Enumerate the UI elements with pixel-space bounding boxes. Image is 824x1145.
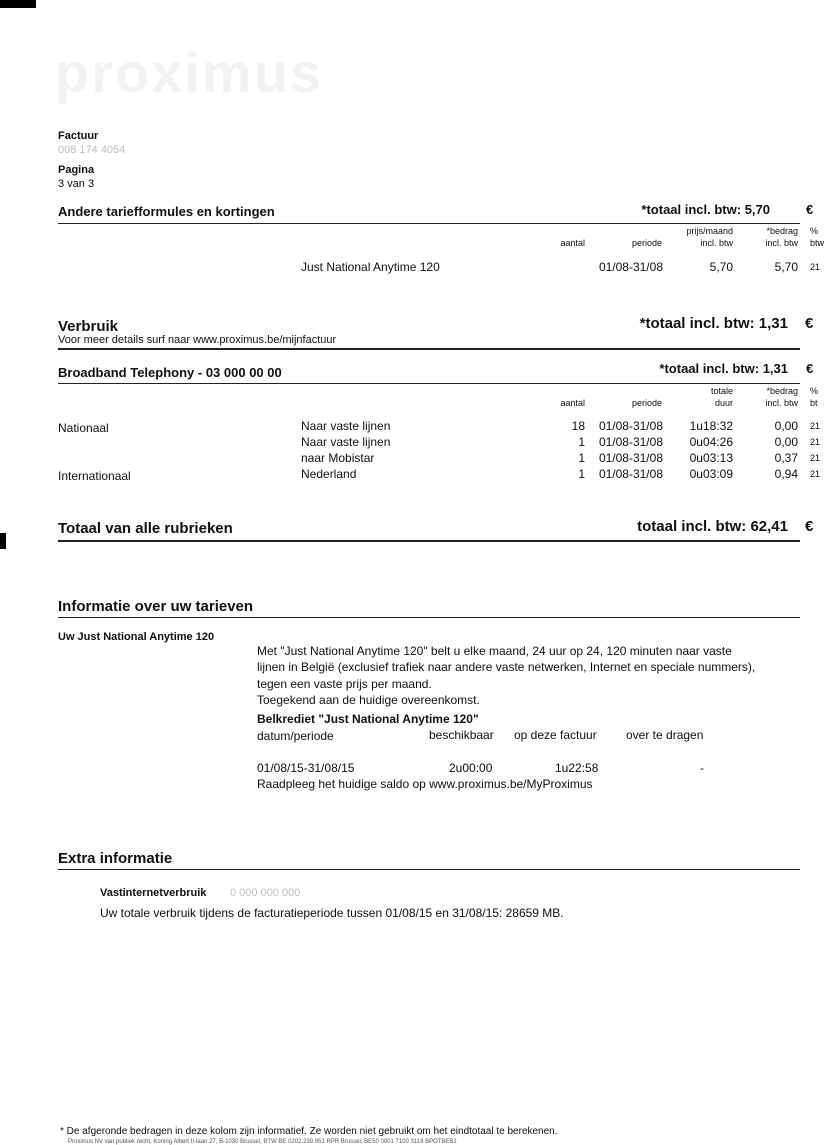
- row-btw: 21: [810, 421, 821, 431]
- belkrediet-over: -: [700, 761, 704, 775]
- section-tariefformules-rule: [58, 223, 800, 224]
- footer-note: * De afgeronde bedragen in deze kolom zijn informatief. Ze worden niet gebruikt om het eindtotaal te berekenen.: [60, 1126, 558, 1137]
- col-header-duur-2: duur: [714, 398, 733, 408]
- col-header-pct-2: bt: [810, 398, 818, 408]
- info-rule: [58, 617, 800, 618]
- scan-mark-top: [0, 0, 36, 8]
- col-header-periode: periode: [631, 398, 662, 408]
- extra-subtitle-number: 0 000 000 000: [230, 887, 301, 899]
- euro-symbol: €: [805, 315, 814, 332]
- brand-watermark: proximus: [55, 41, 324, 104]
- row-prijs: 5,70: [709, 260, 733, 274]
- col-header-prijs-1: prijs/maand: [686, 226, 733, 236]
- info-paragraph-line: Toegekend aan de huidige overeenkomst.: [257, 693, 480, 707]
- belkrediet-header-beschikbaar: beschikbaar: [429, 728, 494, 742]
- belkrediet-header-factuur: op deze factuur: [514, 728, 597, 742]
- row-aantal: 1: [578, 467, 585, 481]
- euro-symbol: €: [806, 361, 814, 376]
- row-periode: 01/08-31/08: [598, 467, 663, 481]
- belkrediet-title: Belkrediet "Just National Anytime 120": [257, 712, 479, 726]
- verbruik-rule: [58, 348, 800, 350]
- page-value: 3 van 3: [58, 178, 95, 190]
- footer-legal: Proximus NV van publiek recht, Koning Albert II-laan 27, B-1030 Brussel, BTW BE 0202.239.951 RPR Brussel, BE50 0001 7100 3118 BPOTBEB1: [68, 1139, 457, 1145]
- grand-total-rule: [58, 540, 800, 542]
- section-tariefformules-total: *totaal incl. btw: 5,70: [641, 202, 770, 217]
- row-duur: 0u03:13: [689, 451, 733, 465]
- row-btw: 21: [810, 437, 821, 447]
- row-bedrag: 0,94: [774, 467, 798, 481]
- row-duur: 1u18:32: [689, 419, 733, 433]
- page-label: Pagina: [58, 164, 95, 176]
- col-header-aantal: aantal: [560, 238, 585, 248]
- col-header-bedrag-2: incl. btw: [765, 238, 798, 248]
- extra-title: Extra informatie: [58, 850, 173, 867]
- extra-rule: [58, 869, 800, 870]
- grand-total-value: totaal incl. btw: 62,41: [637, 518, 788, 535]
- verbruik-total: *totaal incl. btw: 1,31: [639, 315, 788, 332]
- row-bedrag: 0,37: [774, 451, 798, 465]
- euro-symbol: €: [805, 518, 814, 535]
- belkrediet-periode: 01/08/15-31/08/15: [257, 761, 355, 775]
- info-paragraph-line: lijnen in België (exclusief trafiek naar andere vaste netwerken, Internet en speciale nummers),: [257, 660, 756, 674]
- invoice-label: Factuur: [58, 130, 99, 142]
- col-header-bedrag-1: *bedrag: [766, 386, 798, 396]
- row-periode: 01/08-31/08: [598, 260, 663, 274]
- col-header-bedrag-2: incl. btw: [765, 398, 798, 408]
- col-header-pct-1: %: [810, 226, 819, 236]
- row-description: Nederland: [301, 467, 357, 481]
- belkrediet-factuur: 1u22:58: [555, 761, 599, 775]
- row-periode: 01/08-31/08: [598, 451, 663, 465]
- row-description: naar Mobistar: [301, 451, 375, 465]
- belkrediet-beschikbaar: 2u00:00: [449, 761, 493, 775]
- row-duur: 0u04:26: [689, 435, 733, 449]
- info-paragraph-line: Met "Just National Anytime 120" belt u elke maand, 24 uur op 24, 120 minuten naar vaste: [257, 644, 732, 658]
- broadband-title: Broadband Telephony - 03 000 00 00: [58, 365, 282, 380]
- extra-subtitle: Vastinternetverbruik: [100, 887, 207, 899]
- extra-text: Uw totale verbruik tijdens de facturatieperiode tussen 01/08/15 en 31/08/15: 28659 MB.: [100, 906, 564, 920]
- row-btw: 21: [810, 469, 821, 479]
- col-header-pct-1: %: [810, 386, 819, 396]
- row-aantal: 18: [571, 419, 585, 433]
- row-description: Naar vaste lijnen: [301, 419, 391, 433]
- saldo-text: Raadpleeg het huidige saldo op www.proximus.be/MyProximus: [257, 777, 593, 791]
- grand-total-title: Totaal van alle rubrieken: [58, 520, 233, 537]
- row-category: Internationaal: [58, 469, 131, 483]
- row-btw: 21: [810, 453, 821, 463]
- euro-symbol: €: [806, 202, 814, 217]
- row-btw: 21: [810, 262, 821, 272]
- row-periode: 01/08-31/08: [598, 435, 663, 449]
- row-duur: 0u03:09: [689, 467, 733, 481]
- section-tariefformules-title: Andere tariefformules en kortingen: [58, 204, 275, 219]
- verbruik-title: Verbruik: [58, 318, 119, 335]
- col-header-bedrag-1: *bedrag: [766, 226, 798, 236]
- row-description: Just National Anytime 120: [301, 260, 440, 274]
- broadband-total: *totaal incl. btw: 1,31: [659, 361, 788, 376]
- row-bedrag: 0,00: [774, 435, 798, 449]
- col-header-pct-2: btw: [810, 238, 824, 248]
- col-header-periode: periode: [631, 238, 662, 248]
- col-header-prijs-2: incl. btw: [700, 238, 733, 248]
- belkrediet-header-over: over te dragen: [626, 728, 704, 742]
- info-paragraph-line: tegen een vaste prijs per maand.: [257, 677, 432, 691]
- broadband-rule: [58, 383, 800, 384]
- belkrediet-header-periode: datum/periode: [257, 729, 334, 743]
- row-periode: 01/08-31/08: [598, 419, 663, 433]
- invoice-number: 008 174 4054: [58, 144, 126, 156]
- row-description: Naar vaste lijnen: [301, 435, 391, 449]
- row-aantal: 1: [578, 451, 585, 465]
- col-header-duur-1: totale: [710, 386, 733, 396]
- info-title: Informatie over uw tarieven: [58, 598, 254, 615]
- row-category: Nationaal: [58, 421, 109, 435]
- verbruik-subtitle: Voor meer details surf naar www.proximus.be/mijnfactuur: [58, 334, 337, 346]
- row-aantal: 1: [578, 435, 585, 449]
- scan-mark-left: [0, 533, 6, 549]
- row-bedrag: 0,00: [774, 419, 798, 433]
- row-bedrag: 5,70: [774, 260, 798, 274]
- col-header-aantal: aantal: [560, 398, 585, 408]
- info-subtitle: Uw Just National Anytime 120: [58, 631, 215, 643]
